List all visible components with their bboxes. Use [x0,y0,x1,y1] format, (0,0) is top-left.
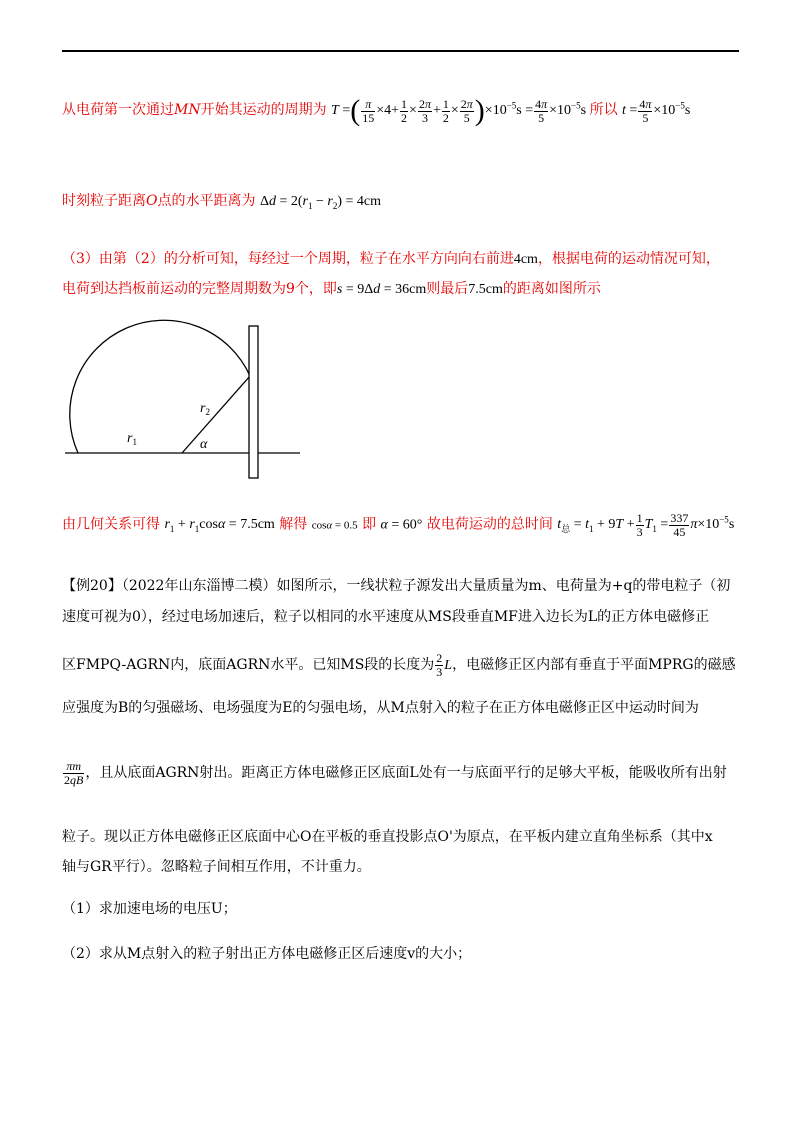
example-line-3: 区FMPQ-AGRN内，底面AGRN水平。已知MS段的长度为 $\frac{2}{3}$ L，电磁修正区内部有垂直于平面MPRG的磁感 [62,651,736,679]
part3-line1 [62,248,720,268]
part3-text-b: ，根据电荷的运动情况可知， [537,251,720,267]
example-line-5 [62,760,727,786]
example-line-6: 粒子。现以正方体电磁修正区底面中心O在平板的垂直投影点O'为原点，在平板内建立直角坐标系（其中x [62,829,713,845]
part3-text-e: 的距离如图所示 [502,281,601,297]
example-line-1: 【例20】（2022年山东淄博二模）如图所示，一线状粒子源发出大量质量为m、电荷量为+q的带电粒子（初 [62,578,731,594]
part3-text-a: （3）由第（2）的分析可知，每经过一个周期，粒子在水平方向向右前进 [62,251,514,267]
time-formula: t = $\frac{4\pi}{5}$ $\times 10^{-5}s$ [622,96,691,125]
part3-value-4cm: 4cm [513,252,538,267]
geometry-result-line [62,512,734,538]
label-r1: $r_1$ [127,431,137,447]
period-paragraph [62,94,690,128]
period-formula: T =( $\frac{\pi}{15}$ ×4+ $\frac{1}{2}$ × $\frac{2\pi}{3}$ + $\frac{1}{2}$ × $\frac{2\pi}{5}$ )$\times 10^{-5}s$ = $\frac{4\pi}{5}$ $\times 10^{-5}s$ [331,94,590,127]
geom-text-2: 解得 [279,516,308,533]
geometry-figure [60,318,310,488]
semicircle-arc [70,320,250,453]
label-alpha: α [200,437,208,452]
radius-r2-line [182,376,250,453]
part3-text-d: 则最后 [426,281,469,297]
question-2: （2）求从M点射入的粒子射出正方体电磁修正区后速度v的大小； [62,946,472,962]
baffle-plate [249,326,258,478]
part3-text-c: 电荷到达挡板前运动的完整周期数为9个，即 [62,281,337,297]
question-1: （1）求加速电场的电压U； [62,901,237,917]
period-text-so: 所以 [589,102,618,119]
part3-value-7-5cm: 7.5cm [468,282,503,297]
distance-formula: $\Delta d = 2(r_1 - r_2) = 4cm$ [259,194,381,211]
example-line-5-text: ，且从底面AGRN射出。距离正方体电磁修正区底面L处有一与底面平行的足够大平板，能吸收所有出射 [85,765,727,782]
example-line-7: 轴与GR平行）。忽略粒子间相互作用，不计重力。 [62,859,371,875]
ms-length-fraction: $\frac{2}{3}$ [436,651,443,679]
total-time-formula: $t_总 = t_1 + 9T$ + $\frac{1}{3}$ $T_1$ = $\frac{337}{45}$ $\pi\times 10^{-5}s$ [557,511,735,539]
distance-paragraph [62,190,381,211]
example-line-2: 速度可视为0），经过电场加速后，粒子以相同的水平速度从MS段垂直MF进入边长为L的正方体电磁修正 [62,609,710,625]
example-line-3b: ，电磁修正区内部有垂直于平面MPRG的磁感 [452,657,736,674]
geom-text-4: 故电荷运动的总时间 [426,516,553,533]
geom-formula-2: cosα = 0.5 [311,519,358,532]
header-rule [62,50,739,52]
time-fraction: $\frac{\pi m}{2qB}$ [64,759,84,787]
distance-text: 时刻粒子距离O点的水平距离为 [62,193,256,209]
geom-formula-1: $r_1 + r_1\cos\alpha = 7.5cm$ [164,517,275,535]
label-r2: $r_2$ [200,401,210,417]
geom-formula-3: α = 60° [380,517,423,533]
example-line-3a: 区FMPQ-AGRN内，底面AGRN水平。已知MS段的长度为 [62,657,435,674]
geom-text-3: 即 [362,516,377,533]
example-line-4: 应强度为B的匀强磁场、电场强度为E的匀强电场，从M点射入的粒子在正方体电磁修正区中运动时间为 [62,700,699,716]
period-text: 从电荷第一次通过MN开始其运动的周期为 [62,102,327,119]
part3-formula-s: s = 9Δd = 36cm [336,282,427,297]
part3-line2 [62,278,601,298]
geom-text-1: 由几何关系可得 [62,516,160,533]
